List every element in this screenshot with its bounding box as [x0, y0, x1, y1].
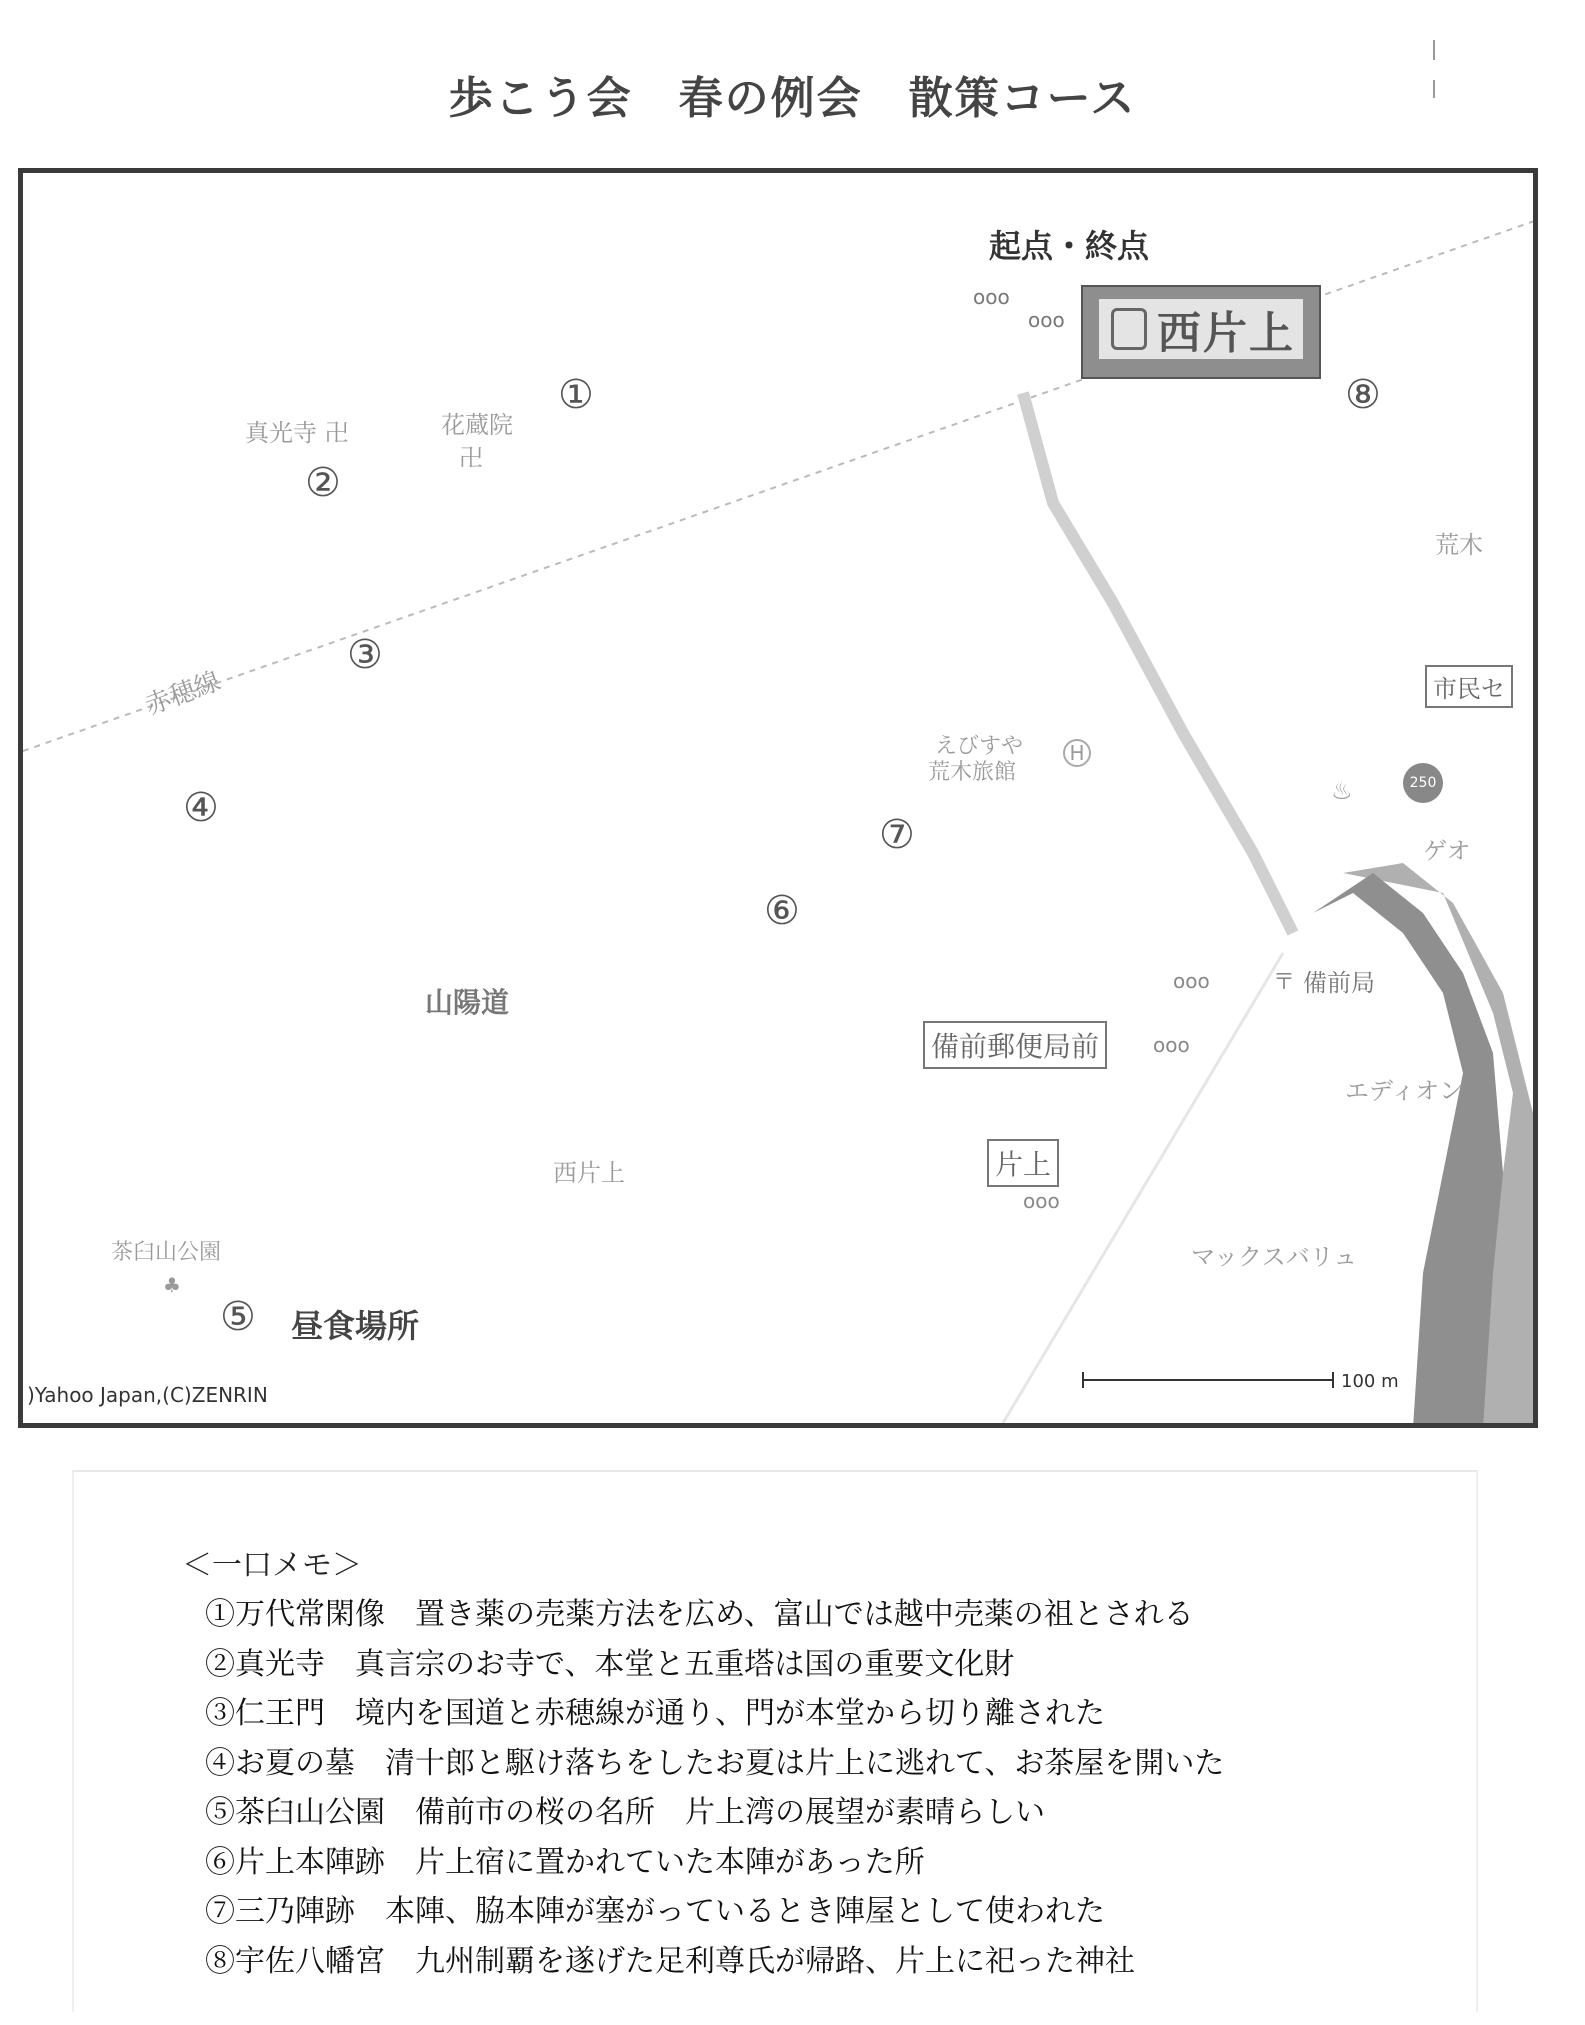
route-map — [18, 168, 1538, 1428]
araki-label: 荒木 — [1435, 531, 1483, 559]
bus-stop-icon: ooo — [1023, 1189, 1060, 1213]
nishikatakami-area-label: 西片上 — [553, 1159, 625, 1187]
manji-icon: 卍 — [459, 444, 483, 472]
route-point-2: ② — [305, 460, 341, 506]
hotel-icon: H — [1063, 739, 1091, 767]
bizen-post-office-label: 備前局 — [1303, 969, 1375, 997]
bus-stop-icon: ooo — [1028, 308, 1065, 332]
edion-label: エディオン — [1345, 1077, 1464, 1105]
katakami-label: 片上 — [987, 1139, 1059, 1187]
route-250-badge: 250 — [1403, 763, 1443, 803]
memo-item: ②真光寺 真言宗のお寺で、本堂と五重塔は国の重要文化財 — [205, 1646, 1015, 1682]
map-credit: )Yahoo Japan,(C)ZENRIN — [27, 1383, 268, 1407]
scale-label: 100 m — [1341, 1371, 1399, 1392]
maxvalu-label: マックスバリュ — [1191, 1243, 1358, 1271]
sanyodo-label: 山陽道 — [425, 986, 510, 1019]
memo-item: ⑤茶臼山公園 備前市の桜の名所 片上湾の展望が素晴らしい — [205, 1795, 1045, 1830]
memo-item: ③仁王門 境内を国道と赤穂線が通り、門が本堂から切り離された — [205, 1696, 1105, 1731]
route-point-1: ① — [558, 372, 594, 418]
bizen-post-bus-stop-label: 備前郵便局前 — [923, 1021, 1107, 1069]
memo-item: ⑦三乃陣跡 本陣、脇本陣が塞がっているとき陣屋として使われた — [205, 1894, 1105, 1929]
station-sign — [1081, 285, 1321, 379]
memo-item: ④お夏の墓 清十郎と駆け落ちをしたお夏は片上に逃れて、お茶屋を開いた — [205, 1745, 1225, 1781]
post-office-icon: 〒 — [1273, 970, 1296, 995]
chausuyama-park-label: 茶臼山公園 — [111, 1240, 222, 1265]
bus-stop-icon: ooo — [1173, 969, 1210, 993]
scan-mark — [1430, 40, 1438, 100]
route-point-6: ⑥ — [764, 888, 800, 934]
kezoin-label: 花蔵院 — [441, 411, 513, 439]
memo-item: ①万代常閑像 置き薬の売薬方法を広め、富山では越中売薬の祖とされる — [205, 1597, 1194, 1632]
araki-ryokan-label: 荒木旅館 — [928, 760, 1017, 785]
ako-line-label: 赤穂線 — [141, 666, 225, 722]
memo-item: ⑥片上本陣跡 片上宿に置かれていた本陣があった所 — [205, 1844, 925, 1880]
page-title: 歩こう会 春の例会 散策コース — [448, 73, 1137, 124]
memo-heading: ＜一口メモ＞ — [182, 1548, 362, 1583]
route-point-7: ⑦ — [879, 812, 915, 858]
ebisuya-label: えびすや — [935, 734, 1024, 759]
park-icon: ♣ — [163, 1273, 181, 1297]
station-name: 西片上 — [1157, 308, 1295, 359]
route-point-3: ③ — [347, 632, 383, 678]
geo-label: ゲオ — [1423, 837, 1471, 865]
hot-spring-icon: ♨ — [1331, 777, 1353, 805]
route-point-8: ⑧ — [1345, 372, 1381, 418]
civic-center-label: 市民セ — [1425, 665, 1513, 708]
lunch-spot-label: 昼食場所 — [291, 1307, 420, 1345]
bus-stop-icon: ooo — [1153, 1033, 1190, 1057]
start-end-label: 起点・終点 — [989, 227, 1150, 265]
bus-stop-icon: ooo — [973, 285, 1010, 309]
shinkoji-label: 真光寺 卍 — [245, 419, 349, 447]
route-point-4: ④ — [183, 785, 219, 831]
train-icon — [1111, 308, 1147, 350]
memo-list — [205, 1590, 1224, 1986]
route-point-5: ⑤ — [220, 1294, 256, 1340]
memo-item: ⑧宇佐八幡宮 九州制覇を遂げた足利尊氏が帰路、片上に祀った神社 — [205, 1943, 1135, 1979]
